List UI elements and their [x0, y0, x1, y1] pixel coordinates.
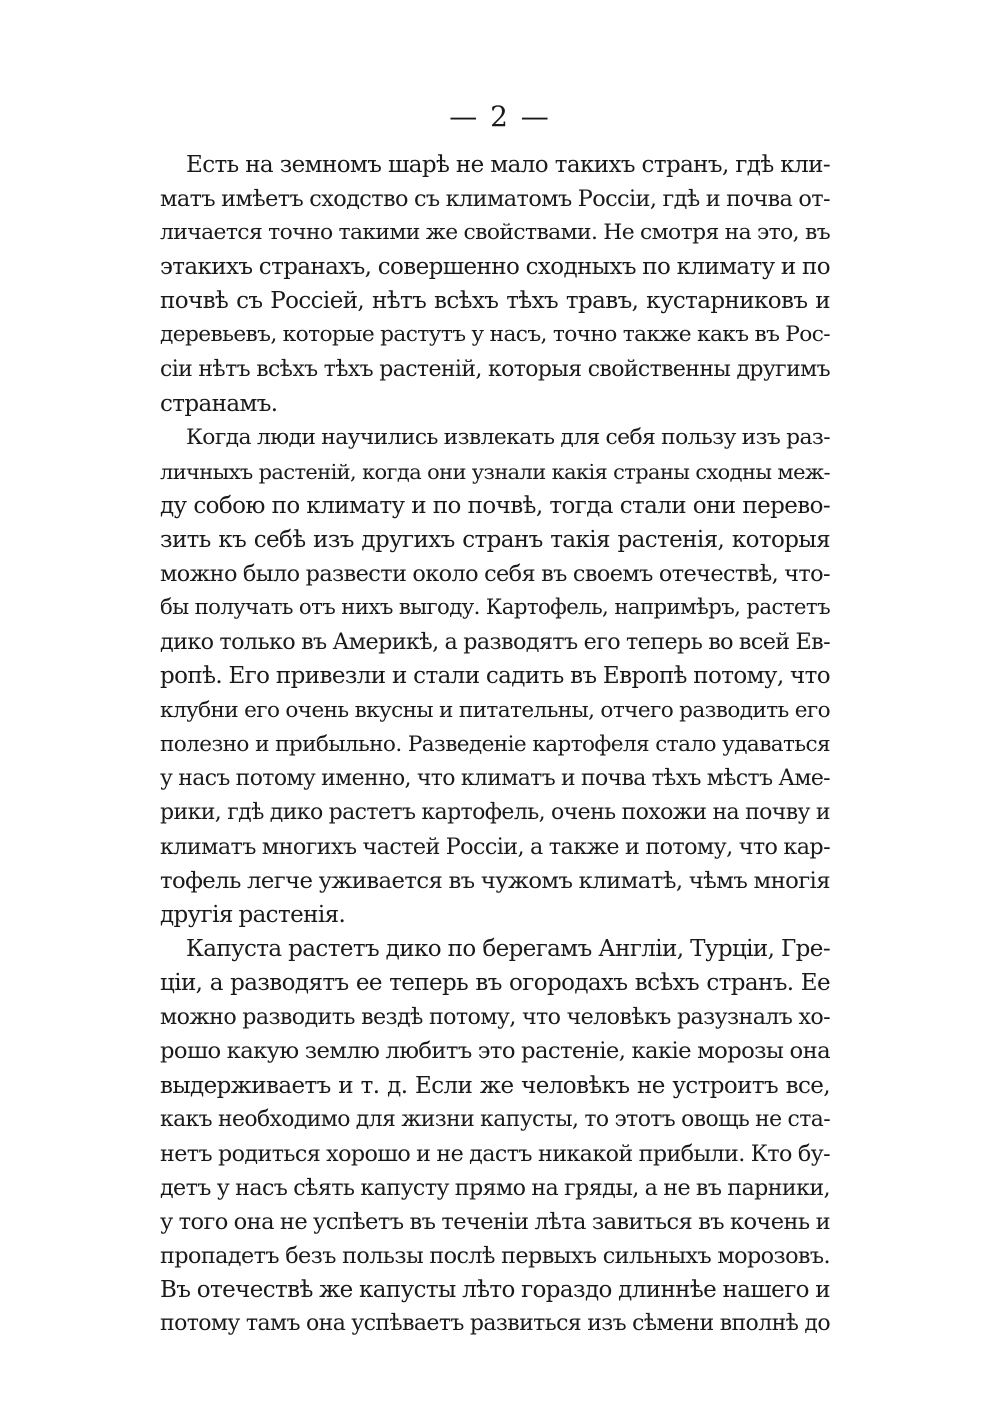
text-line: пропадетъ безъ пользы послѣ первыхъ сильныхъ морозовъ. [160, 1243, 830, 1269]
paragraph-1 [160, 148, 830, 421]
text-line: ду собою по климату и по почвѣ, тогда стали они перево- [160, 492, 830, 519]
text-line: тофель легче уживается въ чужомъ климатѣ, чѣмъ многія [160, 867, 830, 894]
text-line: бы получать отъ нихъ выгоду. Картофель, напримѣръ, растетъ [160, 595, 830, 621]
paragraph-3 [160, 932, 830, 1341]
text-line: личныхъ растеній, когда они узнали какія страны сходны меж- [160, 459, 830, 484]
text-line: дико только въ Америкѣ, а разводятъ его теперь во всей Ев- [160, 629, 830, 656]
text-line: сіи нѣтъ всѣхъ тѣхъ растеній, которыя свойственны другимъ [160, 356, 830, 382]
text-line: зить къ себѣ изъ другихъ странъ такія растенія, которыя [160, 527, 830, 554]
body-text [160, 148, 830, 1341]
text-line: личается точно такими же свойствами. Не смотря на это, въ [160, 220, 830, 246]
text-line: какъ необходимо для жизни капусты, то этотъ овощь не ста- [160, 1106, 830, 1132]
text-line: у насъ потому именно, что климатъ и почва тѣхъ мѣстъ Аме- [160, 765, 830, 791]
text-line: нетъ родиться хорошо и не дастъ никакой прибыли. Кто бу- [160, 1140, 830, 1167]
text-line: деревьевъ, которые растутъ у насъ, точно также какъ въ Рос- [160, 322, 830, 348]
text-line: полезно и прибыльно. Разведеніе картофеля стало удаваться [160, 731, 830, 757]
text-line: странамъ. [160, 390, 278, 417]
text-line: клубни его очень вкусны и питательны, отчего разводить его [160, 697, 830, 723]
text-line: ропѣ. Его привезли и стали садить въ Европѣ потому, что [160, 663, 830, 690]
text-line: можно разводить вездѣ потому, что человѣкъ разузналъ хо- [160, 1004, 830, 1031]
text-line: рики, гдѣ дико растетъ картофель, очень похожи на почву и [160, 799, 830, 825]
text-line: Когда люди научились извлекать для себя пользу изъ раз- [186, 424, 830, 450]
text-line: матъ имѣетъ сходство съ климатомъ Россіи, гдѣ и почва от- [160, 186, 830, 213]
text-line: детъ у насъ сѣять капусту прямо на гряды, а не въ парники, [160, 1174, 830, 1201]
text-line: Есть на земномъ шарѣ не мало такихъ странъ, гдѣ кли- [186, 152, 830, 178]
text-line: у того она не успѣетъ въ теченіи лѣта завиться въ кочень и [160, 1208, 830, 1235]
text-line: другія растенія. [160, 902, 346, 929]
text-line: почвѣ съ Россіей, нѣтъ всѣхъ тѣхъ травъ, кустарниковъ и [160, 288, 830, 315]
text-line: Въ отечествѣ же капусты лѣто гораздо длиннѣе нашего и [160, 1277, 830, 1304]
text-line: выдерживаетъ и т. д. Если же человѣкъ не устроитъ все, [160, 1072, 830, 1099]
text-line: ціи, а разводятъ ее теперь въ огородахъ всѣхъ странъ. Ее [160, 970, 830, 997]
text-line: климатъ многихъ частей Россіи, а также и потому, что кар- [160, 833, 830, 860]
text-line: рошо какую землю любитъ это растеніе, какіе морозы она [160, 1038, 830, 1065]
text-line: потому тамъ она успѣваетъ развиться изъ сѣмени вполнѣ до [160, 1311, 830, 1337]
text-line: Капуста растетъ дико по берегамъ Англіи, Турціи, Гре- [186, 936, 830, 963]
page-number: — 2 — [449, 100, 551, 133]
text-line: этакихъ странахъ, совершенно сходныхъ по климату и по [160, 254, 830, 281]
paragraph-2 [160, 421, 830, 932]
text-line: можно было развести около себя въ своемъ отечествѣ, что- [160, 561, 830, 588]
